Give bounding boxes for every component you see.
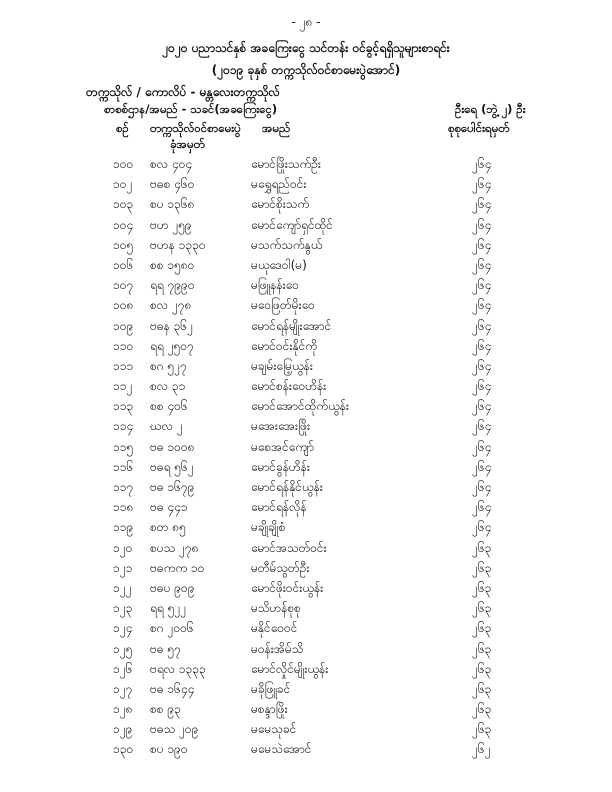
total-marks: ၂၆၄ (472, 399, 492, 414)
roll-number: စလ ၄၀၄ (150, 157, 193, 171)
table-row (0, 574, 612, 594)
student-name: မသိဟန်စုစု (251, 601, 301, 616)
serial-number: ၁၀၈ (113, 298, 134, 313)
serial-number: ၁၃၀ (113, 742, 134, 757)
document-title: ၂၀၂၀ ပညာသင်နှစ် အခကြေးငွေ သင်တန်း ဝင်ခွင့်ရရှိသူများစာရင်း (162, 41, 450, 55)
serial-number: ၁၂၅ (113, 641, 133, 656)
student-name: မောင်ရန်နိုင်ယွန်း (251, 480, 323, 494)
roll-number: စလ ၂၇၈ (150, 298, 192, 313)
student-name: မောင်ဖိုးဝင်းယွန်း (251, 580, 324, 595)
serial-number: ၁၀၃ (113, 197, 134, 212)
student-name: မခိုဖြူခင် (251, 681, 291, 696)
serial-number: ၁၂၇ (113, 681, 133, 696)
student-name: မဖြူနန်းဝေ (251, 278, 299, 293)
table-row (0, 412, 612, 432)
total-marks: ၂၆၃ (472, 641, 492, 656)
student-name: မစေအင်ကျော် (251, 439, 314, 454)
serial-number: ၁၁၈ (113, 500, 134, 515)
total-marks: ၂၆၃ (472, 661, 492, 676)
serial-number: ၁၂၆ (113, 661, 133, 676)
roll-number: စဂ ၅၂၇ (150, 358, 187, 373)
total-marks: ၂၆၃ (472, 540, 492, 555)
total-marks: ၂၆၄ (472, 338, 492, 353)
student-name: မချိုချိုစံ (251, 520, 286, 535)
table-row (0, 655, 612, 675)
student-name: မောင်ဝင်းနိုင်ကို (251, 338, 317, 353)
serial-number: ၁၂၈ (113, 702, 133, 717)
roll-number: စလ ၃၁ (150, 379, 186, 394)
student-name: မောင်ဖြိုးသက်ဦး (251, 157, 321, 171)
serial-number: ၁၁၆ (113, 459, 134, 474)
total-marks: ၂၆၄ (472, 157, 492, 171)
table-row (0, 251, 612, 271)
student-name: မောင်ရန်မျိုးအောင် (251, 318, 332, 333)
table-row (0, 675, 612, 695)
total-marks-header: စုစုပေါင်းရမှတ် (448, 121, 510, 135)
roll-number: စစ ၉၃ (150, 702, 181, 717)
total-marks: ၂၆၄ (472, 237, 492, 252)
total-marks: ၂၆၃ (472, 601, 492, 616)
total-marks: ၂၆၃ (472, 560, 492, 575)
table-row (0, 332, 612, 352)
table-row (0, 312, 612, 332)
table-row (0, 150, 612, 170)
roll-number: ဗဓ ၅၇ (150, 641, 181, 656)
total-marks: ၂၆၄ (472, 278, 492, 293)
roll-number: ဗဓကက ၁၀ (150, 560, 205, 575)
total-marks: ၂၆၃ (472, 702, 492, 717)
table-row (0, 513, 612, 533)
total-marks: ၂၆၃ (472, 580, 492, 595)
student-name: မဝေဖြတ်မိုးဝေ (251, 298, 315, 313)
table-row (0, 695, 612, 715)
total-marks: ၂၆၄ (472, 419, 492, 434)
roll-number: ဗဓစ ၄၆၀ (150, 177, 195, 192)
exam-center-header: စာစစ်ဌာန/အမည် - သခင်(အခကြေးငွေ) (104, 102, 278, 116)
serial-number: ၁၁၃ (113, 399, 134, 414)
student-name: မနိုင်ဝေဝင် (251, 621, 298, 636)
serial-number: ၁၂၉ (113, 722, 133, 737)
roll-number: ဗဓသ ၂၀၉ (150, 722, 199, 737)
student-name: မောင်အောင်ထိုက်ယွန်း (251, 399, 349, 414)
table-row (0, 211, 612, 231)
table-row (0, 594, 612, 614)
serial-number: ၁၂၄ (113, 621, 133, 636)
table-row (0, 433, 612, 453)
table-row (0, 453, 612, 473)
serial-number: ၁၁၂ (113, 379, 133, 394)
student-name: မောင်ကျော်ရှင်ထိုင် (251, 217, 333, 232)
serial-number: ၁၁၀ (113, 338, 134, 353)
roll-number-header: တက္ကသိုလ်ဝင်စာမေးပွဲ (150, 121, 241, 135)
roll-number: စဂ ၂၀၀၆ (150, 621, 194, 636)
roll-number: ဗဓ ၁၆၄၄ (150, 681, 195, 696)
roll-number: ဗဟ ၂၅၉ (150, 217, 192, 232)
table-row (0, 190, 612, 210)
page-number: - ၂၈ - (291, 15, 321, 29)
serial-number: ၁၂၃ (113, 601, 133, 616)
table-row (0, 231, 612, 251)
serial-number: ၁၀၀ (113, 157, 134, 171)
student-name: မမေသဲအောင် (251, 742, 312, 757)
table-row (0, 291, 612, 311)
student-name: မဝန်းအိမ်သိ (251, 641, 304, 656)
serial-number: ၁၀၂ (113, 177, 133, 192)
student-name: မယုဒေဝါ(မ) (251, 257, 307, 272)
roll-number-header-line2: ခုံအမှတ် (170, 137, 205, 151)
total-marks: ၂၆၄ (472, 217, 492, 232)
table-row (0, 715, 612, 735)
total-marks: ၂၆၄ (472, 358, 492, 373)
table-row (0, 372, 612, 392)
student-name: မချမ်းမြေ့ယွန်း (251, 358, 313, 373)
serial-number: ၁၁၇ (113, 480, 134, 494)
table-row (0, 392, 612, 412)
roll-number: ဗဓပ ၉၀၉ (150, 580, 195, 595)
student-list (0, 150, 612, 756)
roll-number: စစ ၁၅၈၀ (150, 257, 195, 272)
student-name: မောင်စိုးသက် (251, 197, 310, 212)
roll-number: စတ ၈၅ (150, 520, 186, 535)
serial-number: ၁၀၇ (113, 278, 134, 293)
student-name: မောင်ခွန်ဟိန်း (251, 459, 310, 474)
table-row (0, 170, 612, 190)
table-row (0, 473, 612, 493)
roll-number: ဗရလ ၁၃၃၃ (150, 661, 206, 676)
student-name: မောင်စန်းဝေဟိန်း (251, 379, 327, 394)
table-row (0, 493, 612, 513)
roll-number: စပသ ၂၇၈ (150, 540, 199, 555)
total-marks: ၂၆၂ (472, 742, 491, 757)
student-name: မောင်လှိုင်မျိုးယွန်း (251, 661, 329, 676)
total-marks: ၂၆၄ (472, 500, 492, 515)
student-name: မအေးအေးဖြိုး (251, 419, 310, 434)
serial-number: ၁၀၅ (113, 237, 134, 252)
serial-number: ၁၀၄ (113, 217, 134, 232)
total-marks: ၂၆၄ (472, 459, 492, 474)
table-row (0, 534, 612, 554)
serial-number: ၁၁၅ (113, 439, 134, 454)
total-marks: ၂၆၃ (472, 722, 492, 737)
student-name: မမေသုခင် (251, 722, 297, 737)
serial-number: ၁၂၂ (113, 580, 132, 595)
table-row (0, 735, 612, 755)
roll-number: ဗဟန ၁၃၃၀ (150, 237, 206, 252)
student-name: မတီမ်သွတ်ဦး (251, 560, 310, 575)
total-marks: ၂၆၄ (472, 318, 492, 333)
student-name: မောင်အသတ်ဝင်း (251, 540, 327, 555)
roll-number: ဃလ ၂ (150, 419, 183, 434)
total-marks: ၂၆၃ (472, 681, 492, 696)
roll-number: ဗဓ ၁၀၀၈ (150, 439, 195, 454)
serial-number: ၁၁၄ (113, 419, 134, 434)
total-marks: ၂၆၄ (472, 298, 492, 313)
serial-number: ၁၀၉ (113, 318, 134, 333)
total-marks: ၂၆၄ (472, 177, 492, 192)
serial-number-header: စဉ် (116, 121, 129, 135)
roll-number: ဗဓ ၁၆၇၉ (150, 480, 195, 494)
table-row (0, 614, 612, 634)
table-row (0, 635, 612, 655)
document-subtitle: (၂၀၁၉ ခုနှစ် တက္ကသိုလ်ဝင်စာမေးပွဲအောင်) (211, 63, 401, 77)
total-marks: ၂၆၄ (472, 257, 492, 272)
table-row (0, 554, 612, 574)
total-marks: ၂၆၃ (472, 621, 492, 636)
roll-number: ရရ ၅၂၂ (150, 601, 187, 616)
table-row (0, 271, 612, 291)
count-header: ဦးရေ (ဘွဲ့ ၂) ဦး (455, 102, 526, 116)
total-marks: ၂၆၄ (472, 439, 492, 454)
roll-number: စပ ၁၉၀ (150, 742, 188, 757)
roll-number: စစ ၄၀၆ (150, 399, 188, 414)
serial-number: ၁၂၀ (113, 540, 133, 555)
total-marks: ၂၆၄ (472, 197, 492, 212)
student-name: မောင်ရန်လိုန် (251, 500, 307, 515)
serial-number: ၁၀၆ (113, 257, 134, 272)
roll-number: ဗဓရ ၅၆၂ (150, 459, 194, 474)
roll-number: ဗဓ ၄၄၁ (150, 500, 188, 515)
table-row (0, 352, 612, 372)
total-marks: ၂၆၄ (472, 379, 492, 394)
serial-number: ၁၂၁ (113, 560, 133, 575)
student-name: မသက်သက်နွယ် (251, 237, 323, 252)
serial-number: ၁၁၁ (113, 358, 134, 373)
total-marks: ၂၆၄ (472, 480, 492, 494)
roll-number: ရရ ၇၉၉၀ (150, 278, 195, 293)
university-label: တက္ကသိုလ် / ကောလိပ် - မန္တလေးတက္ကသိုလ် (86, 85, 280, 99)
roll-number: ဗဓန ၃၆၂ (150, 318, 194, 333)
serial-number: ၁၁၉ (113, 520, 134, 535)
total-marks: ၂၆၄ (472, 520, 492, 535)
student-name: မစန္ဒာဖြိုး (251, 702, 288, 717)
roll-number: ရရ ၂၅၀၇ (150, 338, 194, 353)
student-name: မရွှေရည်ဝင်း (251, 177, 307, 192)
name-header: အမည် (262, 121, 291, 135)
roll-number: စပ ၁၃၆၈ (150, 197, 195, 212)
